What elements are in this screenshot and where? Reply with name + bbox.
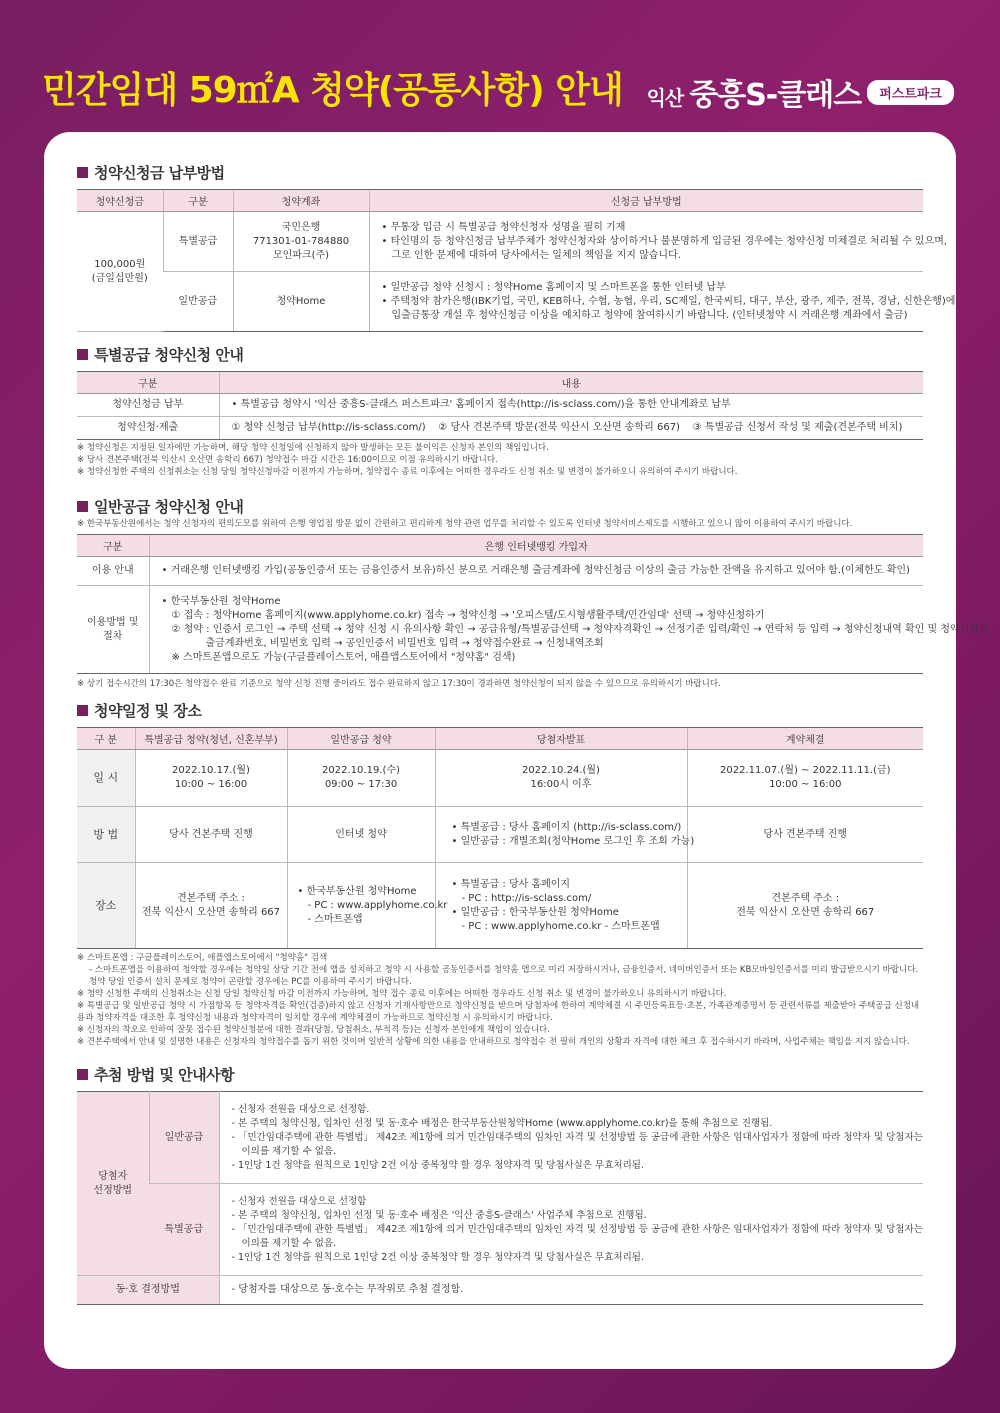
note-text: ※ 청약 신청한 주택의 신청취소는 신청 당일 청약신청 마감 이전까지 가능하며, 청약 접수 종료 이후에는 어떠한 경우라도 신청 취소 및 변경이 불가하오니 유의하시기 바랍니다. <box>77 989 727 999</box>
section-title-schedule: 청약일정 및 장소 <box>77 700 923 721</box>
intro-note: ※ 한국부동산원에서는 청약 신청자의 편의도모를 위하여 은행 영업점 방문 없이 간편하고 편리하게 청약 관련 업무를 처리할 수 있도록 인터넷 청약서비스제도를 시행하고 있으니 많이 이용하여 주시기 바랍니다. <box>77 519 853 529</box>
table-row: 동·호 결정방법 - 당첨자를 대상으로 동·호수는 무작위로 추첨 결정함. <box>77 1276 923 1305</box>
note-text: ※ 신청자의 착오로 인하여 잘못 접수된 청약신청분에 대한 결과(당첨, 당첨취소, 부적격 등)는 신청자 본인에게 책임이 있습니다. <box>77 1025 550 1035</box>
page-title: 민간임대 59㎡A 청약(공통사항) 안내 <box>42 70 623 111</box>
table-row: 일반공급 청약Home • 일반공급 청약 신청시 : 청약Home 홈페이지 및 스마트폰을 통한 인터넷 납부 • 주택청약 참가은행(IBK기업, 국민, KEB하나, 수협, 농협, 우리, SC제일, 한국씨티, 대구, 부산, 광주, 제주, 전북, 경남, 신한은행)에 입출금통장 개설 후 청약신청금 이상을 예치하고 청약에 참여하시기 바랍니다. (인터넷청약 시 거래은행 계좌에서 출금) <box>77 272 923 332</box>
table-row: 청약신청·제출 ① 청약 신청금 납부(http://is-sclass.com/) ② 당사 견본주택 방문(전북 익산시 오산면 송학리 667) ③ 특별공급 신청서 작성 및 제출(견본주택 비치) <box>77 417 923 440</box>
note-text: - 스마트폰앱을 이용하여 청약할 경우에는 청약일 상당 기간 전에 앱을 설치하고 청약 시 사용할 공동인증서를 청약홈 앱으로 미리 저장하시거나, 금융인증서, 네이버인증서 또는 KB모바일인증서를 미리 발급받으시기 바랍니다. 청약 당일 인증서 설치 문제로 청약이 곤란할 경우에는 PC를 이용하여 주시기 바랍니다. <box>89 965 919 987</box>
brand-name: 익산 중흥S-클래스 <box>646 78 862 113</box>
bullet-square-icon <box>77 1069 88 1080</box>
table-header: 구분 <box>77 372 219 394</box>
table-header: 청약신청금 <box>77 190 163 212</box>
section-title-general: 일반공급 청약신청 안내 <box>77 496 923 517</box>
bullet-square-icon <box>77 167 88 178</box>
lottery-table <box>77 1091 923 1305</box>
payment-table <box>77 189 956 332</box>
table-row: 장소 견본주택 주소 : 전북 익산시 오산면 송학리 667 • 한국부동산원 청약Home - PC : www.applyhome.co.kr - 스마트폰앱 • 특별공급 : 당사 홈페이지 - PC : http://is-sclass.com/ • 일반공급 : 한국부동산원 청약Home - PC : www.applyhome.co.kr - 스마트폰앱 견본주택 주소 : 전북 익산시 오산면 송학리 667 <box>77 863 923 949</box>
bullet-square-icon <box>77 349 88 360</box>
content-card <box>44 132 989 1369</box>
note-text: ※ 상기 접수시간의 17:30은 청약접수 완료 기준으로 청약 신청 진행 중이라도 접수 완료하지 않고 17:30이 경과하면 청약신청이 되지 않을 수 있으므로 유의하시기 바랍니다. <box>77 679 721 689</box>
note-text: ※ 청약신청은 지정된 일자에만 가능하며, 해당 청약 신청일에 신청하지 않아 발생하는 모든 불이익은 신청자 본인의 책임입니다. <box>77 443 549 453</box>
table-header: 특별공급 청약(청년, 신혼부부) <box>135 728 287 750</box>
brand-badge: 퍼스트파크 <box>867 80 954 105</box>
table-header: 신청금 납부방법 <box>369 190 923 212</box>
table-row: 특별공급 - 신청자 전원을 대상으로 선정함 - 본 주택의 청약신청, 입차인 선정 및 동·호수 배정은 '익산 중흥S-클래스' 사업주체 추첨으로 진행됨. - 「민간임대주택에 관한 특별법」 제42조 제1항에 의거 민간임대주택의 임차인 자격 및 선정방법 등 공급에 관한 사항은 임대사업자가 정함에 따라 청약자 및 당첨자는 이의를 제기할 수 없음. - 1인당 1건 청약을 원칙으로 1인당 2건 이상 중복청약 할 경우 청약자격 및 당첨사실은 무효처리됨. <box>77 1184 923 1276</box>
special-supply-table <box>77 371 923 440</box>
schedule-table <box>77 727 923 949</box>
table-row: 방 법 당사 견본주택 진행 인터넷 청약 • 특별공급 : 당사 홈페이지 (http://is-sclass.com/) • 일반공급 : 개별조회(청약Home 로그인 후 조회 가능) 당사 견본주택 진행 <box>77 807 923 863</box>
table-header: 계약체결 <box>687 728 923 750</box>
table-header: 구분 <box>163 190 233 212</box>
note-text: ※ 당사 견본주택(전북 익산시 오산면 송학리 667) 청약접수 마감 시간은 16:00이므로 이점 유의하시기 바랍니다. <box>77 455 498 465</box>
table-header: 당첨자발표 <box>435 728 687 750</box>
note-text: ※ 특별공급 및 일반공급 청약 시 가점항목 등 청약자격을 확인(검증)하지 않고 신청자 기재사항만으로 청약신청을 받으며 당첨자에 한하여 계약체결 시 주민등록표등·초본, 가족관계증명서 등 관련서류를 제출받아 주택공급 신청내용과 청약자격을 대조한 후 청약신청 내용과 청약자격이 일치할 경우에 계약체결이 가능하므로 청약신청 시 유의하시기 바랍니다. <box>77 1001 920 1023</box>
table-header: 은행 인터넷뱅킹 가입자 <box>149 535 923 557</box>
table-header: 일반공급 청약 <box>287 728 435 750</box>
note-text: ※ 견본주택에서 안내 및 설명한 내용은 신청자의 청약접수를 돕기 위한 것이며 일반적 상황에 의한 내용을 안내하므로 청약접수 전 필히 개인의 상황과 자격에 대한 체크 후 접수하시기 바라며, 사업주체는 책임을 지지 않습니다. <box>77 1037 910 1047</box>
table-header: 구 분 <box>77 728 135 750</box>
section-title-lottery: 추첨 방법 및 안내사항 <box>77 1064 923 1085</box>
amount-cell: 100,000원 (금일십만원) <box>77 212 163 332</box>
header <box>0 0 1000 125</box>
section-title-payment: 청약신청금 납부방법 <box>77 162 923 183</box>
table-row: 일 시 2022.10.17.(월) 10:00 ~ 16:00 2022.10.19.(수) 09:00 ~ 17:30 2022.10.24.(월) 16:00시 이후 2022.11.07.(월) ~ 2022.11.11.(금) 10:00 ~ 16:00 <box>77 750 923 807</box>
bullet-square-icon <box>77 501 88 512</box>
table-row: 청약신청금 납부 • 특별공급 청약시 '익산 중흥S-클래스 퍼스트파크' 홈페이지 접속(http://is-sclass.com/)을 통한 안내계좌로 납부 <box>77 394 923 417</box>
bullet-square-icon <box>77 705 88 716</box>
section-title-special: 특별공급 청약신청 안내 <box>77 344 923 365</box>
note-text: ※ 스마트폰앱 : 구글플레이스토어, 애플앱스토어에서 "청약홈" 검색 <box>77 953 328 963</box>
note-text: ※ 청약신청한 주택의 신청취소는 신청 당일 청약신청마감 이전까지 가능하며, 청약접수 종료 이후에는 어떠한 경우라도 신청 취소 및 변경이 불가하오니 유의하여 주시기 바랍니다. <box>77 467 738 477</box>
brand-logo <box>647 70 954 114</box>
general-supply-table <box>77 534 989 674</box>
table-row: 이용방법 및 절차 • 한국부동산원 청약Home ① 접속 : 청약Home 홈페이지(www.applyhome.co.kr) 접속 → 청약신청 → '오피스텔/도시형생활주택/민간임대' 선택 → 청약신청하기 ② 청약 : 인증서 로그인 → 주택 선택 → 청약 신청 시 유의사항 확인 → 공급유형/특별공급선택 → 청약자격확인 → 선정기준 입력/확인 → 연락처 등 입력 → 청약신청내역 확인 및 청약신청금 출금계좌번호, 비밀번호 입력 → 공인인증서 비밀번호 입력 → 청약접수완료 → 신청내역조회 ※ 스마트폰앱으로도 가능(구글플레이스토어, 애플앱스토어에서 "청약홈" 검색) <box>77 586 923 674</box>
table-header: 내용 <box>219 372 923 394</box>
table-row: 100,000원 (금일십만원) 특별공급 국민은행 771301-01-784880 모인파크(주) • 무통장 입금 시 특별공급 청약신청자 성명을 필히 기재 • 타인명의 등 청약신청금 납부주체가 청약신청자와 상이하거나 불분명하게 입금된 경우에는 청약신청 미체결로 처리될 수 있으며, 그로 인한 문제에 대하여 당사에서는 일체의 책임을 지지 않습니다. <box>77 212 923 272</box>
table-header: 청약계좌 <box>233 190 369 212</box>
table-row: 이용 안내 • 거래은행 인터넷뱅킹 가입(공동인증서 또는 금융인증서 보유)하신 분으로 거래은행 출금계좌에 청약신청금 이상의 출금 가능한 잔액을 유지하고 있어야 함.(이체한도 확인) <box>77 557 923 586</box>
table-row: 당첨자 선정방법 일반공급 - 신청자 전원을 대상으로 선정함. - 본 주택의 청약신청, 입차인 선정 및 동·호수 배정은 한국부동산원청약Home (www.applyhome.co.kr)을 통해 추첨으로 진행됨. - 「민간임대주택에 관한 특별법」 제42조 제1항에 의거 민간임대주택의 임차인 자격 및 선정방법 등 공급에 관한 사항은 임대사업자가 정함에 따라 청약자 및 당첨자는 이의를 제기할 수 없음. - 1인당 1건 청약을 원칙으로 1인당 2건 이상 중복청약 할 경우 청약자격 및 당첨사실은 무효처리됨. <box>77 1092 923 1184</box>
table-header: 구분 <box>77 535 149 557</box>
